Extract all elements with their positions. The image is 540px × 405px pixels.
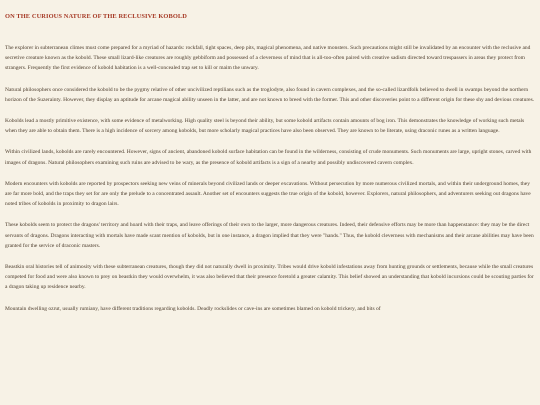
paragraph-4: Within civilized lands, kobolds are rarely encountered. However, signs of ancient, abandoned kobold surface habitation can be found in the wilderness, consisting of crude monuments. Such monuments are large, upright stones, carved with images of dragons. Natural philosophers examining such ruins are advised to be wary, as the presence of kobold artifacts is a sign of a nearby and possibly undiscovered cavern complex. [5,149,532,166]
paragraph-6: These kobolds seem to protect the dragons' territory and hoard with their traps, and leave offerings of their own to the larger, more dangerous creatures. Indeed, their defensive efforts may be more than happenstance: they may be the direct servants of dragons. Dragons interacting with mortals have made scant mention of kobolds, but in one instance, a dragon implied that they were "hands." Thus, the kobold cleverness with mechanisms and their arcane abilities may have been granted for the service of draconic masters. [5,222,534,249]
paragraph-2: Natural philosophers once considered the kobold to be the pygmy relative of other uncivilized reptilians such as the troglodyte, also found in cavern complexes, and the so-called lizardfolk believed to dwell in swamps beyond the northern horizon of the Suzerainty. However, they display an aptitude for arcane magical ability unseen in the latter, and are not known to breed with the former. This and other discoveries point to a different origin for these shy and devious creatures. [5,86,535,103]
paragraph-1: The explorer in subterranean climes must come prepared for a myriad of hazards: rockfall, tight spaces, deep pits, magical phenomena, and native monsters. Such precautions might still be invalidated by an encounter with the reclusive and secretive creature known as the kobold. These small lizard-like creatures are roughly gebbiform and possessed of a cleverness of mind that is all-too-often paired with creative sadism directed toward trespassers in areas they protect from strangers. Frequently the first evidence of kobold habitation is a well-concealed trap set to kill or maim the unwary. [5,45,531,72]
paragraph-8: Mountain dwelling ozrut, usually rumiany, have different traditions regarding kobolds. Deadly rockslides or cave-ins are sometimes blamed on kobold trickery, and bits of [5,305,381,312]
paragraph-3: Kobolds lead a mostly primitive existence, with some evidence of metalworking. High quality steel is beyond their ability, but some kobold artifacts contain amounts of bog iron. This demonstrates the knowledge of working such metals when they are able to obtain them. There is a high incidence of sorcery among kobolds, but more scholarly magical practices have also been observed. They are known to be literate, using draconic runes as a written language. [5,118,525,135]
paragraph-7: Beastkin oral histories tell of animosity with these subterranean creatures, though they did not naturally dwell in proximity. Tribes would drive kobold infestations away from hunting grounds or settlements, because while the small creatures competed for food and were also known to prey on beastkin they would overwhelm, it was also believed that their presence foretold a greater calamity. This belief showed an understanding that kobold incursions could be scouting parties for a dragon taking up residence nearby. [5,264,534,291]
document-title: ON THE CURIOUS NATURE OF THE RECLUSIVE KOBOLD [5,13,187,20]
paragraph-5: Modern encounters with kobolds are reported by prospectors seeking new veins of minerals beyond civilized lands or deeper excavations. Without persecution by more numerous civilized mortals, and within their underground homes, they are far more bold, and the traps they set for are only the prelude to a concentrated assault. Another set of encounters suggests the true origin of the kobold, however. Explorers, natural philosophers, and adventurers seeking out dragons have noted tribes of kobolds in proximity to dragon lairs. [5,180,531,208]
